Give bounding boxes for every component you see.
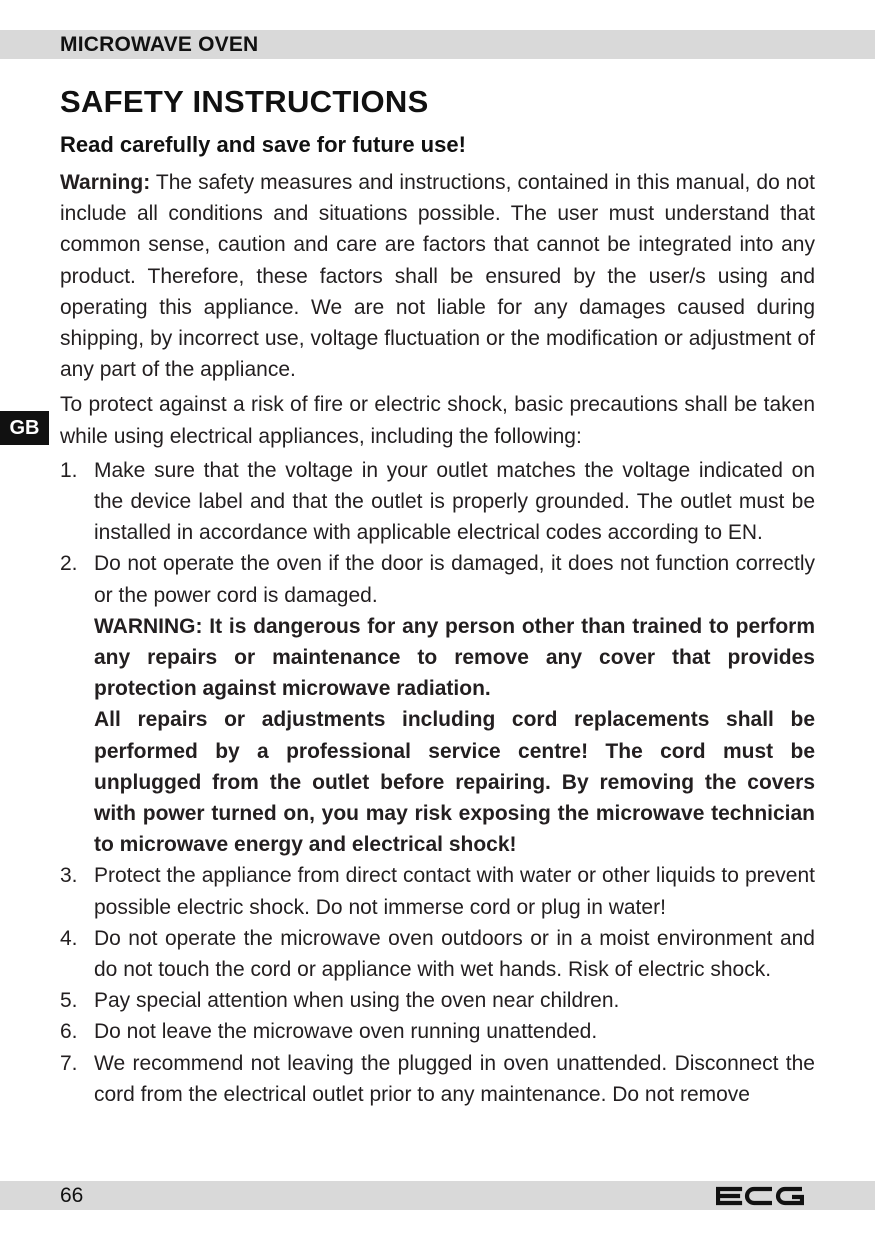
item-number: 4. (60, 926, 78, 950)
page-subtitle: Read carefully and save for future use! (60, 132, 466, 157)
item-text: Do not operate the oven if the door is damaged, it does not function correctly or the power cord is damaged. (94, 552, 815, 607)
item-text: Protect the appliance from direct contact with water or other liquids to prevent possible electric shock. Do not immerse cord or plug in water! (94, 864, 815, 919)
list-item (60, 860, 815, 922)
list-item (60, 455, 815, 549)
item-text: Do not leave the microwave oven running unattended. (94, 1020, 598, 1044)
item-number: 6. (60, 1020, 78, 1044)
list-item (60, 923, 815, 985)
language-tab: GB (0, 411, 49, 445)
item-text: We recommend not leaving the plugged in oven unattended. Disconnect the cord from the electrical outlet prior to any maintenance. Do not remove (94, 1051, 815, 1106)
page-number: 66 (60, 1184, 84, 1207)
header-title: MICROWAVE OVEN (60, 33, 259, 56)
list-item (60, 985, 815, 1016)
warning-paragraph (60, 167, 815, 385)
ecg-logo-icon (716, 1186, 804, 1206)
item-number: 5. (60, 989, 78, 1013)
item-text: Pay special attention when using the oven near children. (94, 989, 620, 1013)
header-bar (0, 30, 875, 59)
service-warning: All repairs or adjustments including cord replacements shall be performed by a professional service centre! The cord must be unplugged from the outlet before repairing. By removing the covers with power turned on, you may risk exposing the microwave technician to microwave energy and electrical shock! (94, 708, 815, 857)
item-text: Do not operate the microwave oven outdoors or in a moist environment and do not touch the cord or appliance with wet hands. Risk of electric shock. (94, 926, 815, 982)
item-text: Make sure that the voltage in your outlet matches the voltage indicated on the device label and that the outlet is properly grounded. The outlet must be installed in accordance with applicable electrical codes according to EN. (94, 458, 815, 545)
item-number: 1. (60, 458, 78, 482)
list-item (60, 1048, 815, 1110)
warning-label: Warning: (60, 171, 151, 194)
repair-warning: WARNING: It is dangerous for any person other than trained to perform any repairs or maintenance to remove any cover that provides protection against microwave radiation. (94, 614, 815, 701)
precautions-paragraph: To protect against a risk of fire or electric shock, basic precautions shall be taken while using electrical appliances, including the following: (60, 393, 815, 448)
safety-list (60, 455, 815, 1110)
list-item (60, 548, 815, 860)
main-content (60, 82, 815, 1110)
page-title: SAFETY INSTRUCTIONS (60, 84, 429, 119)
item-number: 2. (60, 552, 78, 576)
list-item (60, 1016, 815, 1047)
item-number: 3. (60, 864, 78, 888)
footer-bar (0, 1181, 875, 1210)
warning-text: The safety measures and instructions, contained in this manual, do not include all conditions and situations possible. The user must understand that common sense, caution and care are factors that cannot be integrated into any product. Therefore, these factors shall be ensured by the user/s using and operating this appliance. We are not liable for any damages caused during shipping, by incorrect use, voltage fluctuation or the modification or adjustment of any part of the appliance. (60, 171, 815, 382)
item-number: 7. (60, 1051, 78, 1075)
